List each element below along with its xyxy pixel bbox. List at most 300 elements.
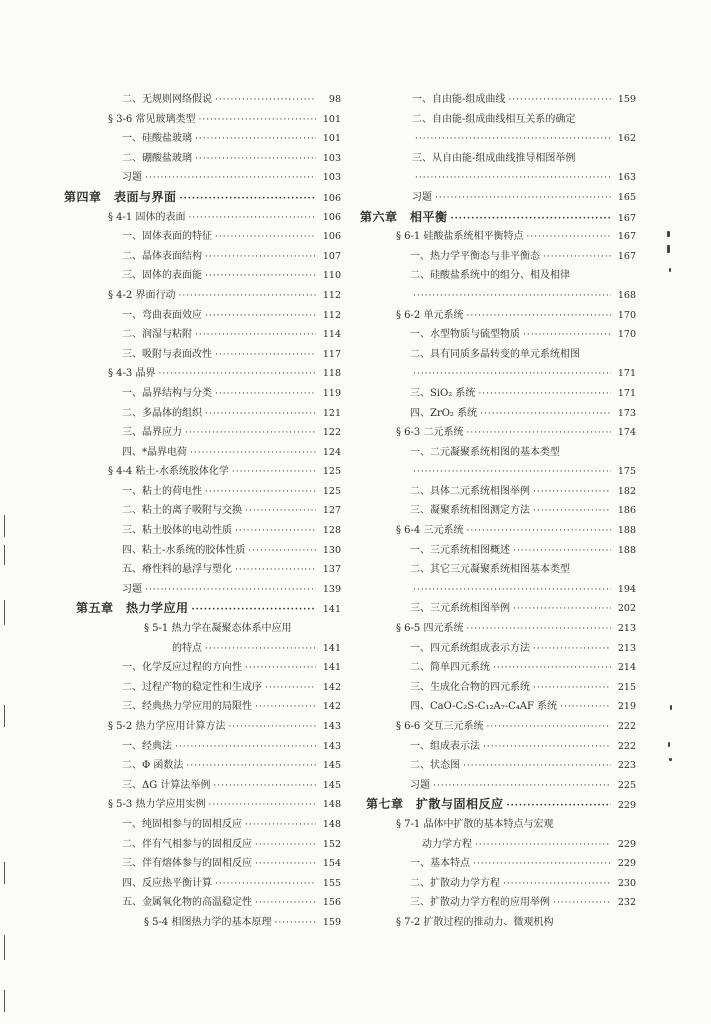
toc-left-column [64, 90, 341, 933]
toc-page-number: 186 [617, 505, 636, 517]
toc-leader-dots [190, 444, 316, 464]
toc-page-number: 148 [322, 799, 341, 811]
toc-entry-title: 第四章 表面与界面 [64, 189, 177, 204]
toc-leader-dots [198, 111, 316, 131]
toc-leader-dots [235, 561, 316, 581]
toc-page-number: 106 [322, 192, 341, 204]
toc-entry [64, 149, 341, 169]
toc-entry-title: 二、无规则网络假说 [122, 94, 212, 105]
toc-leader-dots [195, 326, 316, 346]
toc-entry [64, 737, 341, 757]
toc-entry [64, 776, 341, 796]
toc-entry [360, 129, 636, 149]
toc-entry-title: 习题 [122, 172, 142, 184]
toc-page-number: 229 [617, 800, 636, 812]
toc-entry [360, 482, 636, 502]
toc-entry [360, 678, 636, 698]
toc-entry-title: 一、化学反应过程的方向性 [122, 662, 242, 674]
toc-page-number: 103 [322, 152, 341, 164]
toc-leader-dots [235, 522, 316, 542]
toc-leader-dots [178, 287, 316, 307]
toc-entry [360, 149, 636, 169]
toc-page-number: 173 [617, 407, 636, 419]
toc-entry-title: 一、二元凝聚系统相图的基本类型 [410, 446, 560, 458]
toc-entry-title: § 6-1 硅酸盐系统相平衡特点 [396, 231, 524, 243]
toc-page-number: 101 [322, 133, 341, 145]
toc-leader-dots [466, 522, 611, 542]
toc-page-number: 137 [322, 564, 341, 576]
toc-entry-title: 一、自由能-组成曲线 [412, 94, 506, 105]
toc-entry-title: 三、三元系统相图举例 [410, 603, 510, 615]
toc-entry [360, 541, 636, 561]
toc-page-number: 229 [617, 838, 636, 850]
toc-leader-dots [255, 855, 316, 875]
toc-entry [64, 521, 341, 541]
toc-page-number: 202 [617, 603, 636, 615]
toc-chapter-entry [64, 599, 341, 619]
toc-entry [64, 874, 341, 894]
toc-entry [360, 364, 636, 384]
toc-leader-dots [205, 307, 316, 327]
toc-entry-title: § 5-1 热力学在凝聚态体系中应用 [144, 623, 292, 635]
toc-entry-title: § 4-3 晶界 [108, 368, 156, 380]
toc-entry [360, 835, 636, 855]
toc-entry-title: 三、晶界应力 [122, 427, 182, 439]
toc-page-number: 141 [322, 642, 341, 654]
toc-page-number: 213 [617, 623, 636, 635]
toc-chapter-entry [360, 208, 636, 228]
toc-page-number: 127 [322, 505, 341, 517]
toc-entry [64, 482, 341, 502]
toc-entry [64, 90, 341, 110]
toc-leader-dots [245, 502, 316, 522]
toc-entry [360, 188, 636, 208]
toc-entry [360, 384, 636, 404]
scan-speck [669, 758, 672, 761]
toc-entry-title: 一、组成表示法 [410, 740, 480, 752]
toc-entry [64, 795, 341, 815]
toc-entry-title: § 6-5 四元系统 [396, 623, 464, 635]
scan-speck [667, 245, 670, 253]
toc-entry-title: 三、扩散动力学方程的应用举例 [410, 897, 550, 909]
toc-leader-dots [158, 365, 316, 385]
toc-entry [360, 247, 636, 267]
toc-entry-title: 二、状态图 [410, 760, 460, 772]
toc-page-number: 163 [617, 172, 636, 184]
toc-page-number: 125 [322, 485, 341, 497]
toc-entry [64, 345, 341, 365]
toc-page-number: 145 [322, 779, 341, 791]
toc-entry [360, 815, 636, 835]
scan-margin-mark [4, 705, 5, 727]
scan-margin-mark [4, 515, 5, 537]
toc-entry-title: § 5-4 相图热力学的基本原理 [144, 916, 272, 928]
toc-page-number: 214 [617, 662, 636, 674]
toc-entry [360, 658, 636, 678]
toc-entry-title: 四、*晶界电荷 [122, 446, 187, 458]
scan-speck [669, 268, 671, 272]
toc-entry [360, 697, 636, 717]
toc-page-number: 170 [617, 309, 636, 321]
toc-page-number: 103 [322, 172, 341, 184]
toc-entry [64, 325, 341, 345]
toc-leader-dots [413, 365, 611, 385]
toc-page-number: 106 [322, 231, 341, 243]
toc-leader-dots [208, 796, 316, 816]
toc-page-number: 230 [617, 877, 636, 889]
toc-entry-title: § 7-2 扩散过程的推动力、微观机构 [396, 916, 554, 928]
toc-entry-title: 三、经典热力学应用的局限性 [122, 701, 252, 713]
scan-speck [668, 742, 670, 747]
toc-leader-dots [215, 875, 316, 895]
toc-entry-title: § 6-4 三元系统 [396, 525, 464, 537]
toc-page-number: 122 [322, 427, 341, 439]
toc-entry [360, 266, 636, 286]
toc-page-number: 167 [617, 231, 636, 243]
toc-entry [64, 110, 341, 130]
toc-page-number: 142 [322, 681, 341, 693]
toc-leader-dots [188, 209, 316, 229]
toc-leader-dots [415, 130, 611, 150]
toc-entry-title: § 3-6 常见玻璃类型 [108, 113, 196, 125]
toc-page-number: 213 [617, 642, 636, 654]
toc-entry-title: 三、生成化合物的四元系统 [410, 681, 530, 693]
toc-entry [360, 227, 636, 247]
toc-leader-dots [413, 287, 611, 307]
toc-page-number: 155 [322, 877, 341, 889]
toc-entry [360, 345, 636, 365]
toc-leader-dots [526, 228, 611, 248]
toc-entry [360, 580, 636, 600]
toc-leader-dots [493, 659, 611, 679]
toc-entry [64, 913, 341, 933]
toc-page-number: 188 [617, 544, 636, 556]
toc-entry-title: 一、晶界结构与分类 [122, 387, 212, 399]
toc-leader-dots [205, 483, 316, 503]
toc-entry-title: § 6-2 单元系统 [396, 309, 464, 321]
toc-entry [64, 247, 341, 267]
toc-leader-dots [205, 405, 316, 425]
toc-entry-title: § 6-6 交互三元系统 [396, 721, 484, 732]
toc-leader-dots [473, 855, 611, 875]
toc-entry-title: 三、伴有熔体参与的固相反应 [122, 858, 252, 870]
toc-entry [360, 776, 636, 796]
toc-entry-title: § 4-2 界面行动 [108, 289, 176, 301]
toc-leader-dots [215, 228, 316, 248]
toc-entry [360, 110, 636, 130]
toc-entry [360, 619, 636, 639]
toc-entry-title: 一、硅酸盐玻璃 [122, 133, 192, 145]
toc-entry-title: § 6-3 二元系统 [396, 427, 464, 439]
toc-entry-title: 二、自由能-组成曲线相互关系的确定 [412, 113, 576, 125]
toc-entry-title: § 5-2 热力学应用计算方法 [108, 721, 226, 732]
toc-page-number: 142 [322, 701, 341, 713]
toc-entry [64, 893, 341, 913]
toc-chapter-entry [64, 188, 341, 208]
toc-entry-title: 二、多晶体的组织 [122, 407, 202, 419]
toc-page-number: 148 [322, 818, 341, 830]
toc-entry [64, 306, 341, 326]
toc-leader-dots [195, 130, 316, 150]
toc-leader-dots [560, 698, 611, 718]
toc-entry [360, 521, 636, 541]
toc-page-number: 125 [322, 466, 341, 478]
toc-leader-dots [213, 777, 316, 797]
toc-leader-dots [145, 169, 316, 189]
toc-entry-title: 的特点 [172, 642, 202, 654]
toc-entry [360, 462, 636, 482]
toc-entry-title: 四、ZrO₂ 系统 [410, 407, 478, 419]
toc-entry [64, 854, 341, 874]
toc-page-number: 219 [617, 701, 636, 713]
toc-entry-title: § 5-3 热力学应用实例 [108, 799, 206, 811]
toc-page-number: 118 [322, 368, 341, 380]
toc-entry-title: 二、晶体表面结构 [122, 250, 202, 262]
toc-leader-dots [513, 542, 611, 562]
toc-entry [64, 835, 341, 855]
toc-leader-dots [215, 346, 316, 366]
toc-entry-title: 二、具有同质多晶转变的单元系统相图 [410, 348, 580, 360]
toc-leader-dots [255, 894, 316, 914]
toc-leader-dots [553, 894, 611, 914]
toc-leader-dots [145, 581, 316, 601]
toc-leader-dots [255, 836, 316, 856]
toc-page-number: 232 [617, 897, 636, 909]
toc-page-number: 194 [617, 583, 636, 595]
toc-entry-title: § 4-4 粘土-水系统胶体化学 [108, 466, 229, 478]
toc-page-number: 128 [322, 525, 341, 537]
scan-margin-mark [4, 935, 5, 960]
toc-page-number: 182 [617, 485, 636, 497]
toc-page-number: 143 [322, 721, 341, 732]
toc-leader-dots [245, 659, 316, 679]
toc-entry-title: 二、粘土的离子吸附与交换 [122, 505, 242, 517]
toc-entry [64, 756, 341, 776]
toc-entry-title: 四、粘土-水系统的胶体性质 [122, 544, 246, 556]
toc-page-number: 165 [617, 191, 636, 203]
toc-entry [64, 462, 341, 482]
toc-leader-dots [415, 169, 611, 189]
toc-entry [360, 286, 636, 306]
toc-leader-dots [480, 405, 611, 425]
toc-entry [360, 599, 636, 619]
toc-entry [64, 266, 341, 286]
toc-entry [360, 854, 636, 874]
toc-page-number: 139 [322, 583, 341, 595]
toc-page-number: 162 [617, 133, 636, 145]
toc-page-number: 112 [322, 289, 341, 301]
toc-entry-title: 一、纯固相参与的固相反应 [122, 818, 242, 830]
toc-leader-dots [513, 600, 611, 620]
toc-entry-title: 二、硅酸盐系统中的组分、相及相律 [410, 270, 570, 282]
scan-margin-mark [4, 862, 5, 884]
toc-leader-dots [463, 757, 611, 777]
toc-page-number: 130 [322, 544, 341, 556]
toc-entry-title: 一、经典法 [122, 740, 172, 752]
toc-page-number: 159 [322, 916, 341, 928]
toc-leader-dots [533, 679, 611, 699]
toc-entry [360, 717, 636, 737]
toc-page-number: 98 [328, 94, 341, 105]
toc-leader-dots [215, 385, 316, 405]
toc-leader-dots [175, 738, 316, 758]
toc-entry-title: 一、弯曲表面效应 [122, 309, 202, 321]
toc-entry-title: 三、固体的表面能 [122, 270, 202, 282]
toc-entry [360, 893, 636, 913]
toc-entry [64, 208, 341, 228]
toc-page-number: 121 [322, 407, 341, 419]
scan-speck [670, 705, 672, 710]
toc-page-number: 168 [617, 289, 636, 301]
toc-leader-dots [533, 640, 611, 660]
toc-entry [360, 737, 636, 757]
toc-leader-dots [466, 424, 611, 444]
toc-entry-title: 第六章 相平衡 [360, 209, 448, 224]
toc-entry-title: 二、具体二元系统相图举例 [410, 485, 530, 497]
toc-entry [360, 501, 636, 521]
toc-page-number: 156 [322, 897, 341, 909]
toc-entry-title: 四、反应热平衡计算 [122, 877, 212, 889]
toc-entry [64, 501, 341, 521]
toc-leader-dots [255, 698, 316, 718]
toc-entry [360, 913, 636, 933]
toc-leader-dots [186, 757, 316, 777]
toc-entry-title: 二、伴有气相参与的固相反应 [122, 838, 252, 850]
toc-entry [360, 423, 636, 443]
toc-entry [64, 815, 341, 835]
toc-entry-title: 三、吸附与表面改性 [122, 348, 212, 360]
toc-leader-dots [274, 914, 316, 934]
toc-entry [360, 90, 636, 110]
toc-leader-dots [245, 816, 316, 836]
toc-leader-dots [466, 620, 611, 640]
toc-page-number: 170 [617, 329, 636, 341]
toc-page-number: 167 [617, 250, 636, 262]
toc-page-number: 188 [617, 525, 636, 537]
toc-entry [64, 639, 341, 659]
toc-entry-title: 二、扩散动力学方程 [410, 877, 500, 889]
toc-entry-title: 一、四元系统组成表示方法 [410, 642, 530, 654]
toc-entry-title: 第五章 热力学应用 [76, 601, 189, 616]
toc-entry [360, 639, 636, 659]
toc-entry-title: 一、固体表面的特征 [122, 231, 212, 243]
toc-page-number: 152 [322, 838, 341, 850]
scan-speck [667, 231, 670, 237]
toc-leader-dots [486, 718, 611, 738]
toc-leader-dots [543, 248, 611, 268]
toc-entry-title: § 4-1 固体的表面 [108, 211, 186, 223]
toc-page-number: 110 [322, 270, 341, 282]
toc-entry [360, 560, 636, 580]
toc-entry-title: 二、过程产物的稳定性和生成序 [122, 681, 262, 693]
toc-entry [64, 364, 341, 384]
toc-entry [360, 404, 636, 424]
toc-page-number: 117 [322, 348, 341, 360]
toc-leader-dots [433, 777, 611, 797]
toc-entry [64, 717, 341, 737]
toc-entry [64, 168, 341, 188]
toc-page-number: 145 [322, 760, 341, 772]
toc-leader-dots [232, 463, 316, 483]
toc-entry [64, 227, 341, 247]
toc-entry-title: 三、粘土胶体的电动性质 [122, 525, 232, 537]
toc-page-number: 171 [617, 387, 636, 399]
toc-entry [64, 286, 341, 306]
toc-page-number: 141 [322, 662, 341, 674]
toc-entry-title: 四、CaO-C₂S-C₁₂A₇-C₄AF 系统 [410, 701, 558, 713]
toc-page-number: 114 [322, 329, 341, 341]
toc-entry-title: 一、热力学平衡态与非平衡态 [410, 250, 540, 262]
toc-entry-title: 一、三元系统相图概述 [410, 544, 510, 556]
toc-entry-title: 习题 [410, 779, 430, 791]
toc-entry [360, 874, 636, 894]
toc-page-number: 124 [322, 446, 341, 458]
toc-chapter-entry [360, 795, 636, 815]
toc-entry-title: 习题 [412, 191, 432, 203]
toc-entry [64, 580, 341, 600]
toc-leader-dots [205, 248, 316, 268]
toc-page-number: 171 [617, 368, 636, 380]
toc-entry [360, 306, 636, 326]
toc-page-number: 159 [617, 94, 636, 105]
toc-leader-dots [205, 267, 316, 287]
toc-page-number: 222 [617, 740, 636, 752]
toc-page-number: 175 [617, 466, 636, 478]
toc-entry [360, 168, 636, 188]
toc-leader-dots [478, 385, 611, 405]
toc-page-number: 107 [322, 250, 341, 262]
toc-entry [64, 697, 341, 717]
toc-page-number: 119 [322, 387, 341, 399]
toc-entry-title: 三、凝聚系统相图测定方法 [410, 505, 530, 517]
toc-leader-dots [475, 836, 611, 856]
toc-entry-title: 二、其它三元凝聚系统相图基本类型 [410, 564, 570, 576]
toc-entry-title: 二、Φ 函数法 [122, 760, 184, 772]
toc-entry [64, 658, 341, 678]
toc-entry-title: 三、从自由能-组成曲线推导相图举例 [412, 152, 576, 164]
toc-leader-dots [435, 189, 611, 209]
toc-entry [360, 756, 636, 776]
toc-entry-title: 一、基本特点 [410, 858, 470, 870]
toc-entry-title: 一、粘土的荷电性 [122, 485, 202, 497]
toc-entry [64, 541, 341, 561]
toc-leader-dots [215, 91, 316, 111]
toc-leader-dots [185, 424, 316, 444]
toc-page-number: 141 [322, 604, 341, 616]
toc-entry [64, 560, 341, 580]
toc-leader-dots [466, 307, 611, 327]
toc-leader-dots [228, 718, 316, 738]
toc-leader-dots [533, 502, 611, 522]
toc-entry-title: 动力学方程 [422, 838, 472, 850]
toc-entry-title: 二、硼酸盐玻璃 [122, 152, 192, 164]
toc-leader-dots [483, 738, 611, 758]
toc-leader-dots [413, 581, 611, 601]
toc-leader-dots [503, 875, 611, 895]
toc-page-number: 167 [617, 212, 636, 224]
toc-page-number: 154 [322, 858, 341, 870]
scan-margin-mark [4, 545, 5, 565]
toc-entry-title: 第七章 扩散与固相反应 [366, 797, 504, 812]
toc-entry-title: 二、简单四元系统 [410, 662, 490, 674]
toc-leader-dots [265, 679, 316, 699]
toc-entry-title: 习题 [122, 583, 142, 595]
toc-entry [64, 423, 341, 443]
toc-page-number: 225 [617, 779, 636, 791]
toc-entry-title: 一、水型物质与硫型物质 [410, 329, 520, 341]
toc-entry [64, 443, 341, 463]
toc-entry [64, 619, 341, 639]
